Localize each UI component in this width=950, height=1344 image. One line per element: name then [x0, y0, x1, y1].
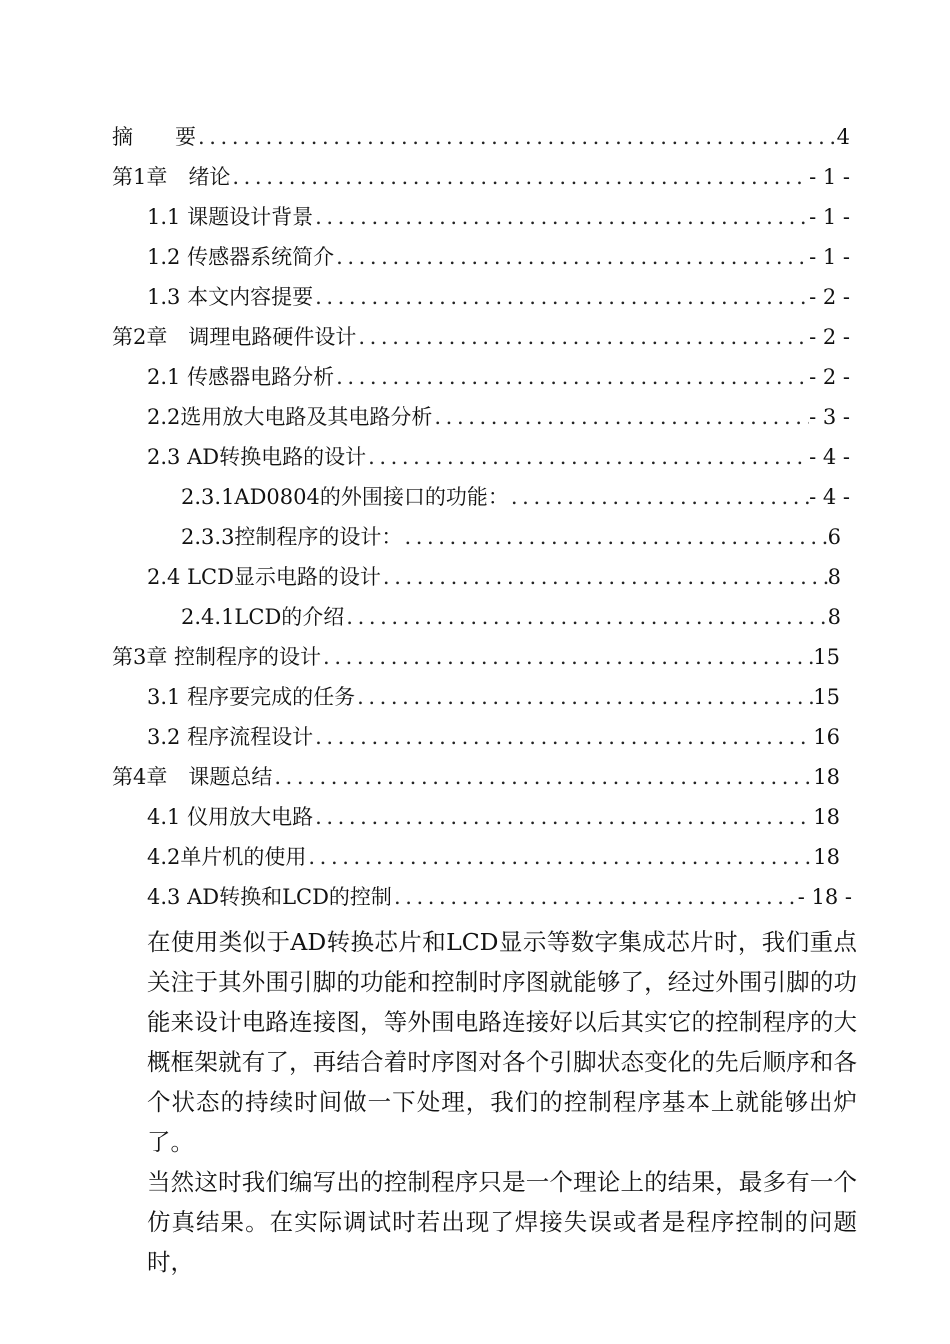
toc-entry-page: 16: [813, 725, 840, 749]
toc-entry-title: 2.4 LCD显示电路的设计: [147, 565, 381, 589]
toc-leader-dots: [402, 517, 827, 557]
toc-entry[interactable]: [147, 557, 841, 597]
toc-entry-page: - 2 -: [809, 285, 850, 309]
toc-entry[interactable]: [147, 277, 850, 317]
toc-entry-page: - 4 -: [809, 485, 850, 509]
toc-entry-page: 15: [813, 685, 840, 709]
toc-leader-dots: [509, 477, 809, 517]
toc-entry-page: 18: [813, 845, 840, 869]
toc-leader-dots: [381, 557, 828, 597]
toc-entry[interactable]: [147, 837, 840, 877]
toc-entry-page: 18: [813, 805, 840, 829]
toc-entry-page: 6: [827, 525, 841, 549]
toc-entry-page: 4: [836, 125, 850, 149]
toc-entry-title: 2.3.3控制程序的设计：: [181, 525, 403, 549]
toc-entry-page: - 1 -: [809, 205, 850, 229]
toc-leader-dots: [334, 357, 809, 397]
toc-entry[interactable]: [181, 517, 841, 557]
toc-entry-page: 8: [827, 565, 841, 589]
toc-leader-dots: [196, 117, 837, 157]
toc-leader-dots: [230, 157, 809, 197]
toc-entry-page: - 2 -: [809, 325, 850, 349]
toc-entry-title: 第3章 控制程序的设计: [112, 645, 322, 669]
toc-entry[interactable]: [147, 717, 840, 757]
toc-leader-dots: [432, 397, 809, 437]
toc-leader-dots: [313, 717, 813, 757]
toc-entry-title: 第2章 调理电路硬件设计: [112, 325, 357, 349]
toc-leader-dots: [392, 877, 798, 917]
body-paragraph: 当然这时我们编写出的控制程序只是一个理论上的结果，最多有一个仿真结果。在实际调试时若出现了焊接失误或者是程序控制的问题时，: [147, 1168, 857, 1276]
toc-entry-page: 8: [827, 605, 841, 629]
toc-entry-title: 摘 要: [112, 125, 196, 149]
toc-entry[interactable]: [147, 797, 840, 837]
body-text: [147, 922, 857, 1282]
toc-entry[interactable]: [112, 637, 840, 677]
toc-leader-dots: [321, 637, 813, 677]
toc-entry-title: 2.3.1AD0804的外围接口的功能：: [181, 485, 509, 509]
toc-entry[interactable]: [112, 117, 850, 157]
toc-entry-title: 第4章 课题总结: [112, 765, 273, 789]
toc-entry[interactable]: [147, 197, 850, 237]
toc-entry[interactable]: [147, 357, 850, 397]
toc-entry[interactable]: [147, 397, 850, 437]
toc-entry[interactable]: [112, 317, 850, 357]
toc-leader-dots: [334, 237, 809, 277]
toc-entry[interactable]: [147, 877, 852, 917]
toc-entry-page: - 1 -: [809, 245, 850, 269]
toc-leader-dots: [344, 597, 827, 637]
toc-entry-page: - 4 -: [809, 445, 850, 469]
toc-entry-title: 2.4.1LCD的介绍: [181, 605, 345, 629]
toc-entry-title: 1.2 传感器系统简介: [147, 245, 335, 269]
toc-entry[interactable]: [147, 237, 850, 277]
toc-entry-title: 3.2 程序流程设计: [147, 725, 314, 749]
toc-entry[interactable]: [181, 597, 841, 637]
toc-entry-title: 2.3 AD转换电路的设计: [147, 445, 367, 469]
toc-entry[interactable]: [147, 437, 850, 477]
toc-entry-page: - 1 -: [809, 165, 850, 189]
toc-leader-dots: [313, 197, 809, 237]
toc-entry-page: - 3 -: [809, 405, 850, 429]
toc-leader-dots: [356, 317, 809, 357]
toc-leader-dots: [366, 437, 809, 477]
toc-entry-page: 18: [813, 765, 840, 789]
toc-entry-title: 2.1 传感器电路分析: [147, 365, 335, 389]
toc-entry-page: - 18 -: [797, 885, 852, 909]
toc-entry-title: 4.2单片机的使用: [147, 845, 307, 869]
toc-entry-title: 第1章 绪论: [112, 165, 231, 189]
body-paragraph: 在使用类似于AD转换芯片和LCD显示等数字集成芯片时，我们重点关注于其外围引脚的功能和控制时序图就能够了，经过外围引脚的功能来设计电路连接图，等外围电路连接好以后其实它的控制程序的大概框架就有了，再结合着时序图对各个引脚状态变化的先后顺序和各个状态的持续时间做一下处理，我们的控制程序基本上就能够出炉了。: [147, 928, 857, 1156]
toc-leader-dots: [306, 837, 813, 877]
toc-leader-dots: [272, 757, 813, 797]
toc-entry-page: 15: [813, 645, 840, 669]
toc-entry-page: - 2 -: [809, 365, 850, 389]
toc-entry[interactable]: [147, 677, 840, 717]
toc-entry-title: 1.1 课题设计背景: [147, 205, 314, 229]
toc-entry[interactable]: [181, 477, 850, 517]
toc-entry-title: 4.1 仪用放大电路: [147, 805, 314, 829]
toc-entry-title: 4.3 AD转换和LCD的控制: [147, 885, 392, 909]
toc-leader-dots: [355, 677, 813, 717]
toc-entry-title: 2.2选用放大电路及其电路分析: [147, 405, 433, 429]
toc-entry[interactable]: [112, 757, 840, 797]
toc-leader-dots: [313, 277, 809, 317]
toc-leader-dots: [313, 797, 813, 837]
toc-entry-title: 3.1 程序要完成的任务: [147, 685, 356, 709]
toc-entry-title: 1.3 本文内容提要: [147, 285, 314, 309]
toc-entry[interactable]: [112, 157, 850, 197]
